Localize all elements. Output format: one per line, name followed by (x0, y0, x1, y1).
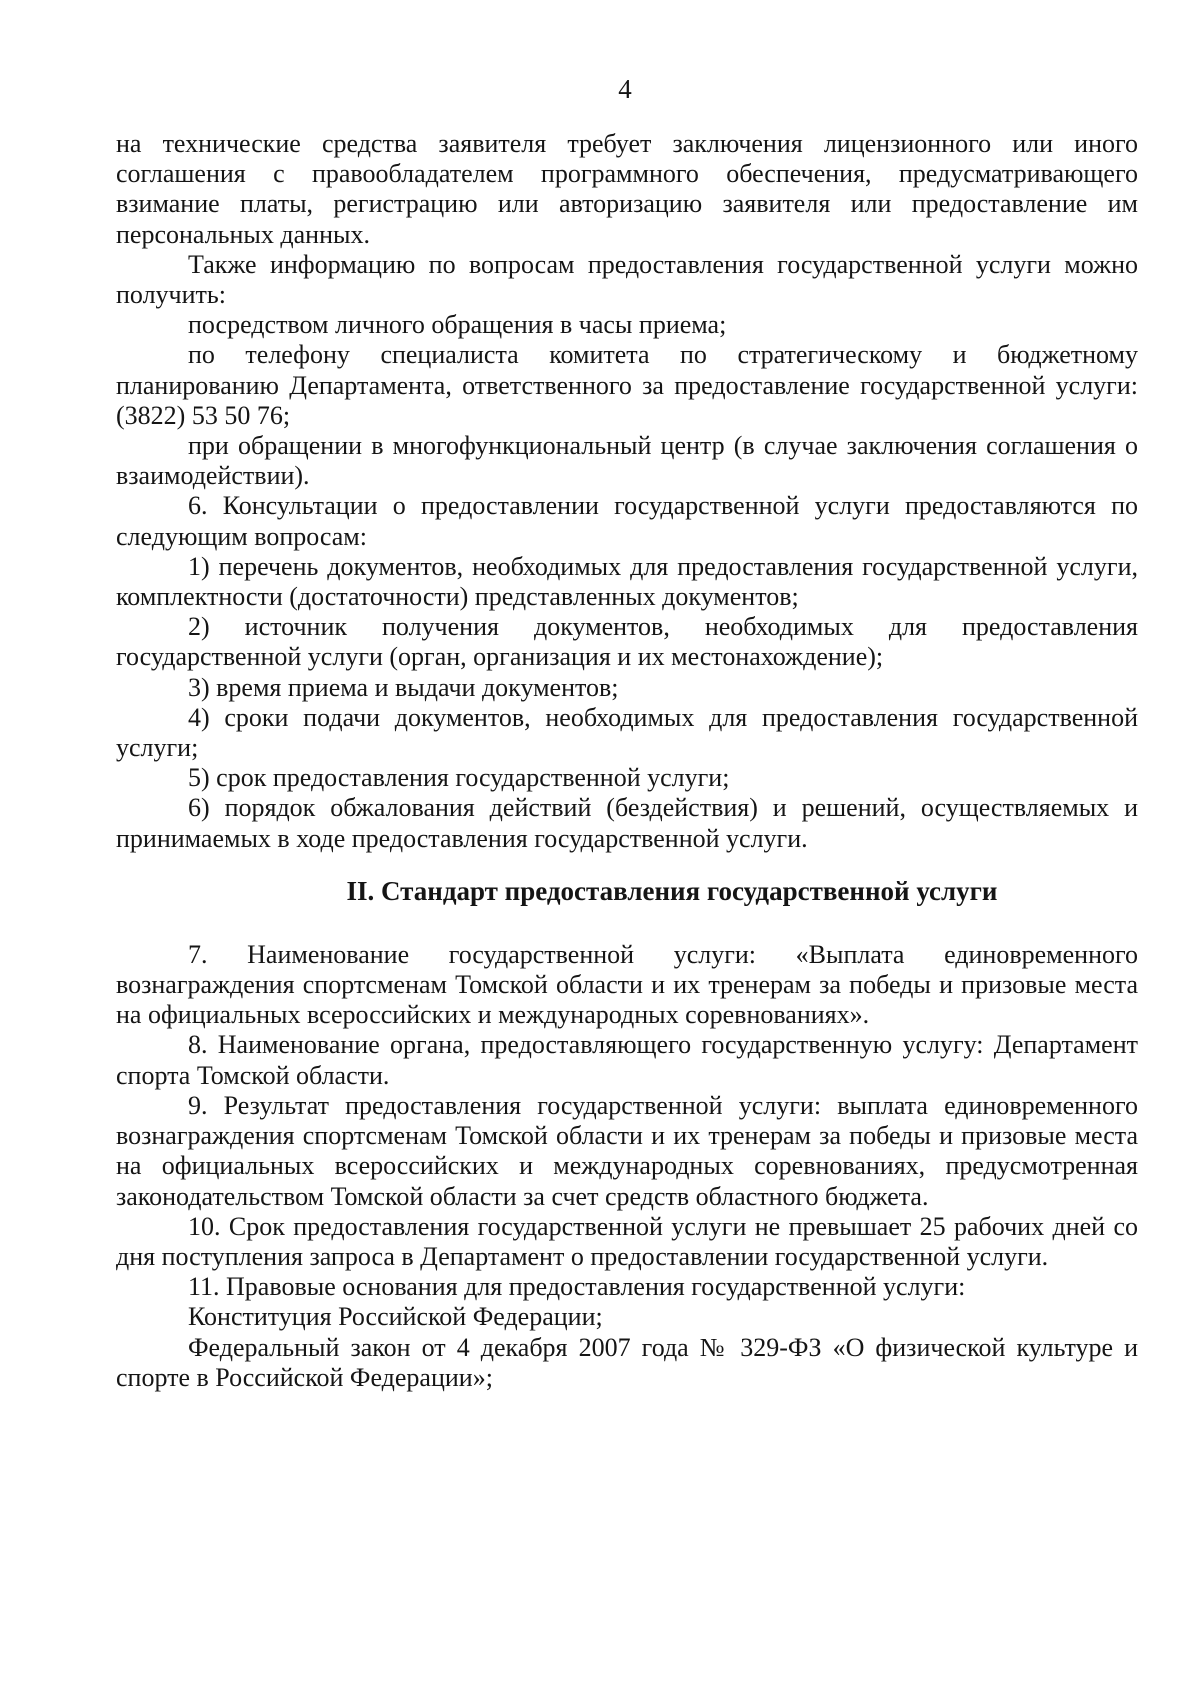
list-item-6-5: 5) срок предоставления государственной услуги; (188, 763, 730, 793)
list-item-6-3: 3) время приема и выдачи документов; (188, 672, 619, 702)
paragraph-item-8: 8. Наименование органа, предоставляющего государственную услугу: Департамент спорта Томской области. (116, 1030, 1138, 1090)
list-item-federal-law: Федеральный закон от 4 декабря 2007 года № 329-ФЗ «О физической культуре и спорте в Российской Федерации»; (116, 1332, 1138, 1392)
document-body (116, 129, 1138, 1393)
section-heading: II. Стандарт предоставления государственной услуги (346, 875, 998, 906)
list-item-6-6: 6) порядок обжалования действий (бездействия) и решений, осуществляемых и принимаемых в ходе предоставления государственной услуги. (116, 793, 1138, 853)
page-number: 4 (618, 74, 632, 104)
list-item-personal-visit: посредством личного обращения в часы приема; (188, 310, 727, 340)
list-item-constitution: Конституция Российской Федерации; (188, 1302, 603, 1332)
paragraph-info-ways: Также информацию по вопросам предоставления государственной услуги можно получить: (116, 249, 1138, 310)
list-item-phone: по телефону специалиста комитета по стратегическому и бюджетному планированию Департамента, ответственного за предоставление государственной услуги: (3822) 53 50 76; (116, 340, 1138, 430)
paragraph-item-11: 11. Правовые основания для предоставления государственной услуги: (188, 1272, 966, 1302)
list-item-6-4: 4) сроки подачи документов, необходимых для предоставления государственной услуги; (116, 702, 1138, 763)
list-item-mfc: при обращении в многофункциональный центр (в случае заключения соглашения о взаимодействии). (116, 431, 1138, 491)
list-item-6-1: 1) перечень документов, необходимых для предоставления государственной услуги, комплектности (достаточности) представленных документов; (116, 551, 1138, 612)
paragraph-item-6: 6. Консультации о предоставлении государственной услуги предоставляются по следующим вопросам: (116, 491, 1138, 551)
paragraph-item-9: 9. Результат предоставления государственной услуги: выплата единовременного вознаграждения спортсменам Томской области и их тренерам за победы и призовые места на официальных всероссийских и международных соревнованиях, предусмотренная законодательством Томской области за счет средств областного бюджета. (116, 1090, 1138, 1211)
paragraph-continuation: на технические средства заявителя требует заключения лицензионного или иного соглашения с правообладателем программного обеспечения, предусматривающего взимание платы, регистрацию или авторизацию заявителя или предоставление им персональных данных. (116, 129, 1138, 249)
paragraph-item-10: 10. Срок предоставления государственной услуги не превышает 25 рабочих дней со дня поступления запроса в Департамент о предоставлении государственной услуги. (116, 1211, 1138, 1271)
list-item-6-2: 2) источник получения документов, необходимых для предоставления государственной услуги (орган, организация и их местонахождение); (116, 612, 1138, 672)
paragraph-item-7: 7. Наименование государственной услуги: «Выплата единовременного вознаграждения спортсменам Томской области и их тренерам за победы и призовые места на официальных всероссийских и международных соревнованиях». (116, 939, 1138, 1030)
